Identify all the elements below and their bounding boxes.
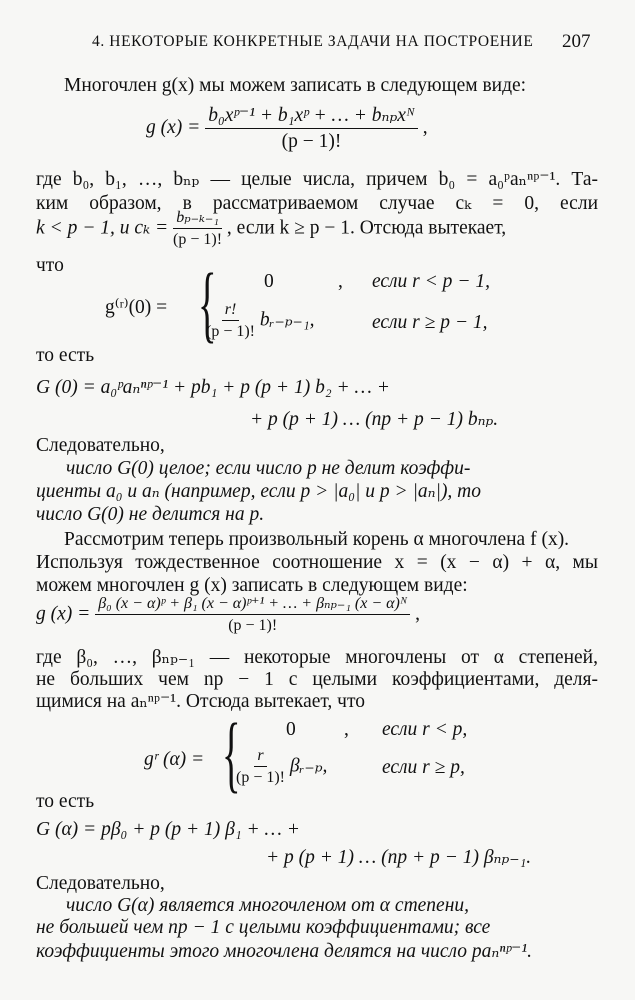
text-segment: , если k ≥ p − 1. Отсюда вытекает, — [226, 217, 507, 239]
text-segment: k < p − 1, и cₖ = — [36, 217, 169, 239]
case-condition: если r ≥ p, — [382, 757, 465, 778]
case-value — [236, 748, 327, 786]
eq-lhs: g (x) = — [36, 603, 91, 625]
equation-line: G (α) = pβ₀ + p (p + 1) β₁ + … + — [36, 819, 300, 840]
equation-line: + p (p + 1) … (np + p − 1) bₙₚ. — [250, 409, 499, 430]
text-line: Рассмотрим теперь произвольный корень α многочлена f (x). — [64, 529, 570, 550]
equation-g-x: g (x) = $\frac{\text{b₀xᵖ⁻¹ + b₁xᵖ + … + bₙₚxᴺ}}{(p - 1)!}$ , — [146, 105, 428, 152]
equation-line: G (0) = a₀ᵖaₙⁿᵖ⁻¹ + pb₁ + p (p + 1) b₂ + … + — [36, 377, 390, 398]
text-line: ким образом, в рассматриваемом случае cₖ = 0, если — [36, 193, 598, 214]
case-value-tail: βᵣ₋ₚ, — [289, 755, 328, 777]
fraction — [206, 302, 255, 340]
denominator: (p − 1)! — [236, 769, 286, 786]
fraction — [236, 748, 285, 786]
case-condition: если r < p − 1, — [372, 271, 490, 292]
case-comma: , — [338, 271, 343, 292]
page-number: 207 — [562, 31, 591, 52]
text-line: не больших чем np − 1 с целыми коэффициентами, деля- — [36, 669, 598, 690]
theorem-line: циенты a₀ и aₙ (например, если p > |a₀| и p > |aₙ|), то — [36, 481, 482, 502]
theorem-line: число G(α) является многочленом от α степени, — [66, 895, 470, 916]
left-brace: { — [198, 255, 217, 351]
theorem-line: число G(0) целое; если число p не делит коэффи- — [66, 458, 471, 479]
text-line: Следовательно, — [36, 435, 165, 456]
numerator: bₚ₋ₖ₋₁ — [173, 210, 222, 229]
numerator: b₀xᵖ⁻¹ + b₁xᵖ + … + bₙₚxᴺ — [205, 106, 418, 129]
denominator: (p − 1)! — [228, 617, 278, 634]
eq-lhs: g (x) = — [146, 116, 201, 138]
case-condition: если r ≥ p − 1, — [372, 312, 488, 333]
text-line: то есть — [36, 345, 95, 366]
case-value-tail: bᵣ₋ₚ₋₁, — [259, 309, 315, 331]
eq-tail: , — [415, 603, 420, 625]
case-value — [206, 302, 314, 340]
text-line: Многочлен g(x) мы можем записать в следующем виде: — [64, 75, 527, 96]
equation-line: + p (p + 1) … (np + p − 1) βₙₚ₋₁. — [266, 847, 532, 868]
denominator: (p − 1)! — [206, 323, 256, 340]
running-header: 4. НЕКОТОРЫЕ КОНКРЕТНЫЕ ЗАДАЧИ НА ПОСТРОЕНИЕ — [92, 33, 534, 50]
text-line: где b₀, b₁, …, bₙₚ — целые числа, причем b₀ = a₀ᵖaₙⁿᵖ⁻¹. Та- — [36, 169, 598, 190]
eq-lhs: g⁽ʳ⁾(0) = — [105, 297, 168, 318]
case-comma: , — [344, 719, 349, 740]
fraction — [205, 106, 418, 151]
text-line: где β₀, …, βₙₚ₋₁ — некоторые многочлены от α степеней, — [36, 647, 598, 668]
text-line: Используя тождественное соотношение x = (x − α) + α, мы — [36, 552, 598, 573]
theorem-line: коэффициенты этого многочлена делятся на число paₙⁿᵖ⁻¹. — [36, 941, 532, 962]
case-condition: если r < p, — [382, 719, 468, 740]
eq-lhs: gʳ (α) = — [144, 749, 205, 770]
theorem-line: число G(0) не делится на p. — [36, 504, 265, 525]
text-line: можем многочлен g (x) записать в следующем виде: — [36, 575, 468, 596]
numerator: r! — [222, 302, 240, 321]
numerator: r — [254, 748, 266, 767]
text-line-with-fraction — [36, 210, 506, 248]
case-value: 0 — [286, 719, 296, 740]
left-brace: { — [222, 705, 241, 801]
text-line: то есть — [36, 791, 95, 812]
denominator: (p − 1)! — [173, 231, 223, 248]
fraction — [95, 596, 410, 634]
theorem-line: не большей чем np − 1 с целыми коэффициентами; все — [36, 917, 491, 938]
fraction — [173, 210, 222, 248]
case-value: 0 — [264, 271, 274, 292]
text-line: что — [36, 255, 64, 276]
text-line: Следовательно, — [36, 873, 165, 894]
denominator: (p − 1)! — [281, 130, 342, 152]
numerator: β₀ (x − α)ᵖ + β₁ (x − α)ᵖ⁺¹ + … + βₙₚ₋₁ (x − α)ᴺ — [95, 596, 410, 615]
text-line: щимися на aₙⁿᵖ⁻¹. Отсюда вытекает, что — [36, 691, 366, 712]
equation-g-x-alpha — [36, 596, 420, 634]
